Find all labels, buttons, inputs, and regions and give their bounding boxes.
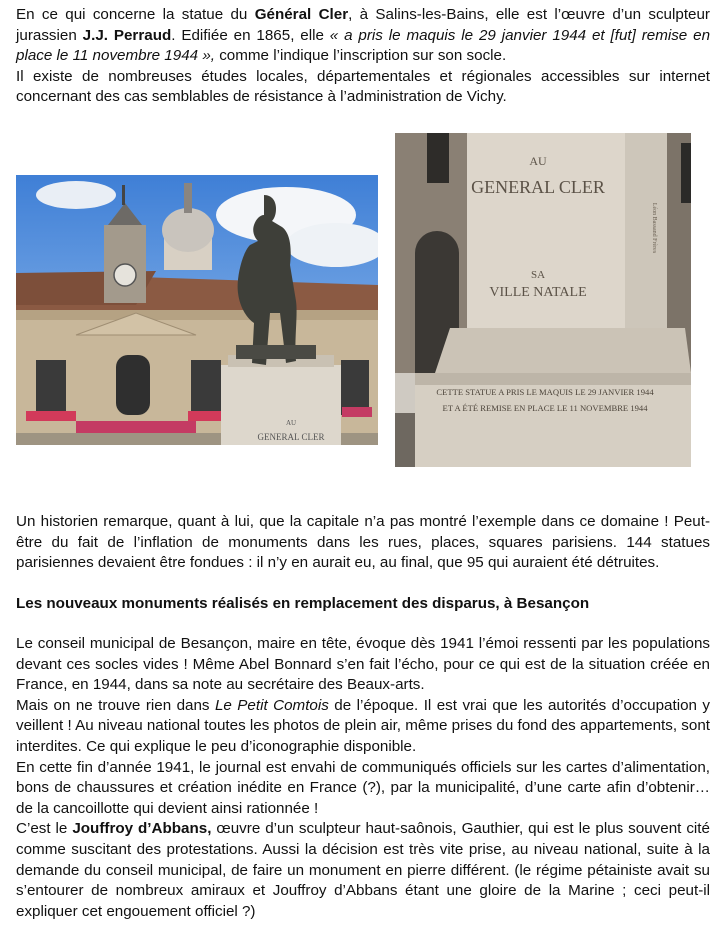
- intro-text-2: , à Salins-les-Bains, elle est l’œuvre d’un sculpteur jurassien: [16, 6, 710, 44]
- jouffroy-bold: Jouffroy d’Abbans,: [72, 820, 212, 838]
- besancon-text-1: Le conseil municipal de Besançon, maire en tête, évoque dès 1941 l’émoi ressenti par les populations devant ces socles vides ! Même Abel Bonnard s’en fait l’écho, pour ce qui est de la situation créée en France, en 1944, dans sa note au secrétaire des Beaux-arts.: [16, 635, 710, 694]
- intro-text-4: comme l’indique l’inscription sur son socle.: [214, 47, 507, 65]
- right-name: GENERAL CLER: [471, 177, 605, 197]
- intro-text-5: Il existe de nombreuses études locales, départementales et régionales accessibles sur internet concernant des cas semblables de résistance à l’administration de Vichy.: [16, 67, 710, 106]
- perraud-bold: J.J. Perraud: [82, 26, 172, 44]
- general-cler-bold: Général Cler: [254, 6, 349, 23]
- intro-text-1: En ce qui concerne la statue du: [16, 6, 255, 23]
- left-plinth-name: GENERAL CLER: [257, 432, 325, 442]
- right-inscription-2: ET A ÉTÉ REMISE EN PLACE LE 11 NOVEMBRE 1944: [442, 403, 648, 413]
- paris-text: Un historien remarque, quant à lui, que la capitale n’a pas montré l’exemple dans ce domaine ! Peut-être du fait de l’inflation de monuments dans les rues, places, squares parisiens. 144 statues parisiennes devaient être fondues : il n’y en aurait eu, au final, que 95 qui auraient été détruites.: [16, 513, 710, 572]
- besancon-text-5: C’est le: [16, 820, 73, 838]
- besancon-text-4: En cette fin d’année 1941, le journal est envahi de communiqués officiels sur les cartes d’alimentation, bons de chaussures et création inédite en France (?), par la municipalité, d’une carte afin d’obtenir… de la cancoillotte qui devient ainsi rationnée !: [16, 758, 710, 817]
- petit-comtois-italic: Le Petit Comtois: [214, 696, 329, 714]
- intro-paragraph: [16, 5, 710, 108]
- photo-statue-town-hall: [16, 175, 378, 445]
- left-plinth-au: AU: [285, 419, 297, 427]
- besancon-text-2: Mais on ne trouve rien dans: [16, 696, 215, 714]
- besancon-text-3: de l’époque. Il est vrai que les autorités d’occupation y veillent ! Au niveau national toutes les photos de plein air, même prises du fond des appartements, sont interdites. Ce qui explique le peu d’iconographie disponible.: [16, 696, 710, 755]
- right-inscription-1: CETTE STATUE A PRIS LE MAQUIS LE 29 JANVIER 1944: [436, 387, 654, 397]
- right-sa: SA: [530, 269, 546, 281]
- besancon-paragraph: [16, 634, 710, 922]
- right-au: AU: [529, 154, 547, 168]
- right-ville: VILLE NATALE: [489, 285, 587, 300]
- intro-text-3: . Edifiée en 1865, elle: [171, 26, 330, 44]
- right-side-text: Léon Bassand Frères: [651, 202, 657, 254]
- besancon-text-6: œuvre d’un sculpteur haut-saônois, Gauthier, qui est le plus souvent cité comme suscitant des protestations. Aussi la décision est très vite prise, au niveau national, suite à la demande du conseil municipal, de faire un monument en pierre différent. (le régime pétainiste avait su s’entourer de nombreux amiraux et Jouffroy d’Abbans étant une gloire de la Marine ; ceci peut-il expliquer cet engouement officiel ?): [16, 820, 710, 920]
- section-heading: Les nouveaux monuments réalisés en remplacement des disparus, à Besançon: [16, 595, 590, 612]
- photo-plinth-inscription: [395, 133, 691, 467]
- maquis-quote: « a pris le maquis le 29 janvier 1944 et [fut] remise en place le 11 novembre 1944 »,: [16, 26, 711, 65]
- paris-paragraph: [16, 512, 710, 574]
